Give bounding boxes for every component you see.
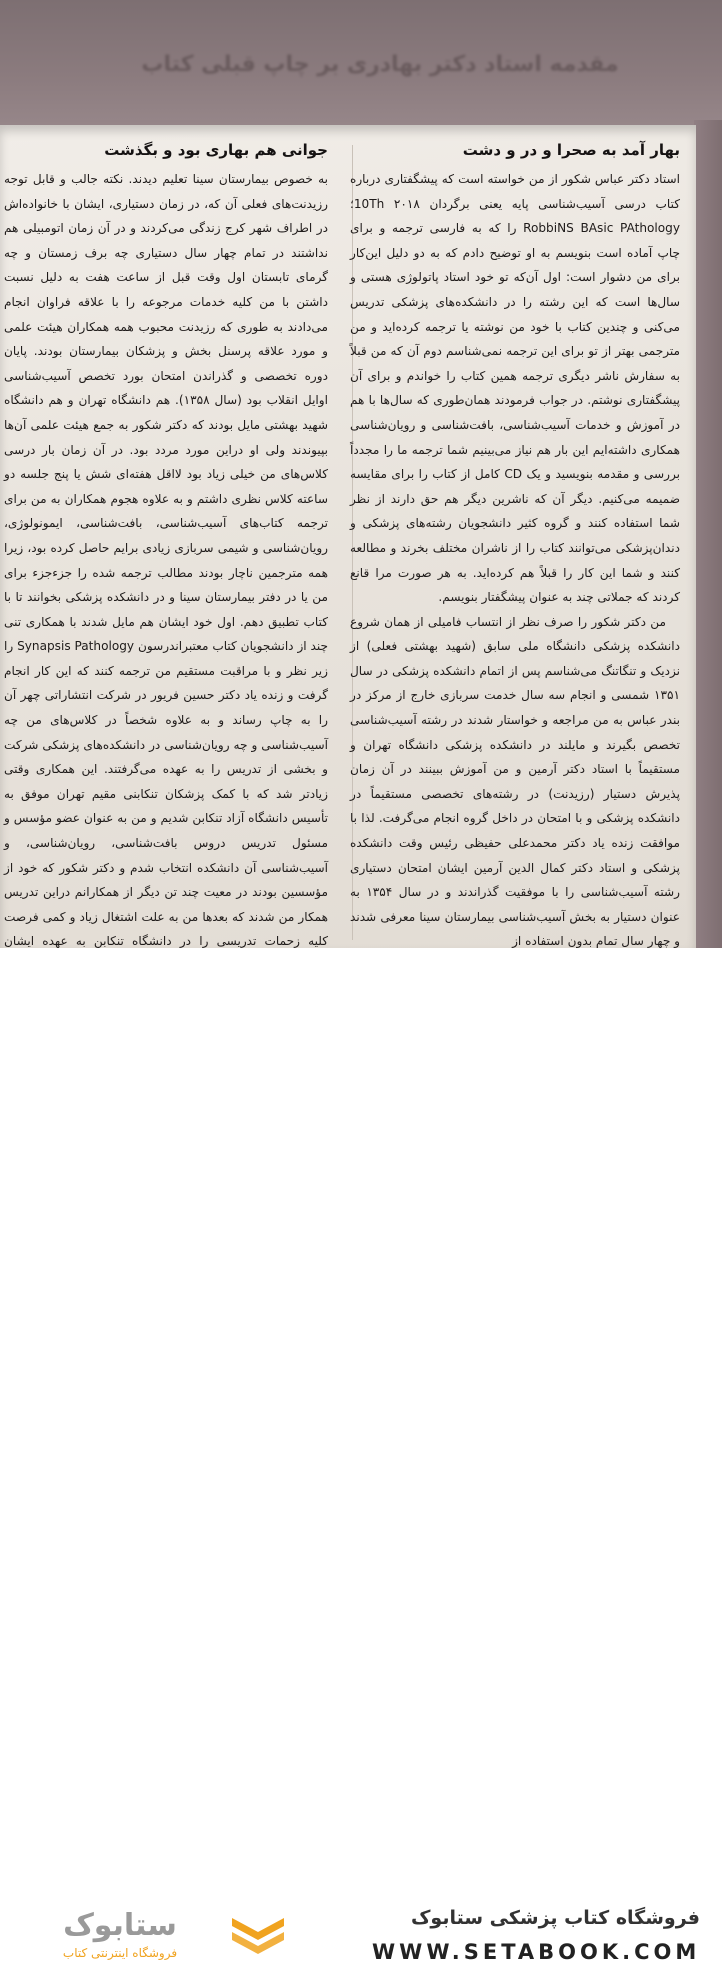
watermark-footer bbox=[0, 948, 722, 1964]
left-column-heading: جوانی هم بهاری بود و بگذشت bbox=[104, 141, 328, 159]
store-url-link[interactable]: WWW.SETABOOK.COM bbox=[372, 1940, 701, 1964]
left-paragraph-1: به خصوص بیمارستان سینا تعلیم دیدند. نکته جالب و قابل توجه رزیدنت‌های فعلی آن که، در زمان دستیاری، ایشان با خانواده‌اش در اطراف شهر کرج زندگی می‌کردند و در آن زمان اتومبیلی هم نداشتند در تمام چهار سال دستیاری چه برف زمستان و چه گرمای تابستان اول وقت قبل از ساعت هفت به دلیل نسبت داشتن با من کلیه خدمات مرجوعه را با علاقه فراوان انجام می‌دادند به طوری که رزیدنت محبوب همه همکاران هیئت علمی و مورد علاقه پرسنل بخش و پزشکان بیمارستان بودند. پایان دوره تخصصی و گذراندن امتحان بورد تخصص آسیب‌شناسی اوایل انقلاب بود (سال ۱۳۵۸). هم دانشگاه تهران و هم دانشگاه شهید بهشتی مایل بودند که دکتر شکور به جمع هیئت علمی آن‌ها بپیوندند ولی او دراین مورد مردد بود. در آن زمان بار درسی کلاس‌های من خیلی زیاد بود لااقل هفته‌ای شش یا پنج جلسه دو ساعته کلاس نظری داشتم و به علاوه هجوم همکاران به من برای ترجمه کتاب‌های آسیب‌شناسی، بافت‌شناسی، ایمونولوژی، رویان‌شناسی و شیمی سربازی زیادی برایم حاصل کرده بود، زیرا همه مترجمین ناچار بودند مطالب ترجمه شده را جزءجزء برای من یا در دفتر بیمارستان سینا و در دانشکده پزشکی بخوانند تا با کتاب تطبیق دهم. اول خود ایشان هم مایل شدند با همکاری تنی چند از دانشجویان کتاب معتبراندرسون Synapsis Pathology را زیر نظر و با مراقبت مستقیم من ترجمه کنند که این کار انجام گرفت و زنده یاد دکتر حسین فریور در شرکت انتشاراتی چهر آن را به چاپ رساند و به علاوه شخصاً در کلاس‌های من چه آسیب‌شناسی و چه رویان‌شناسی در دانشکده‌های پزشکی شرکت و بخشی از تدریس را به عهده می‌گرفتند. این همکاری وقتی زیادتر شد که با کمک پزشکان تنکابنی مقیم تهران موفق به تأسیس دانشگاه آزاد تنکابن شدیم و من به عنوان عضو مؤسس و مسئول تدریس دروس بافت‌شناسی، رویان‌شناسی، و آسیب‌شناسی آن دانشکده انتخاب شدم و دکتر شکور که خود از مؤسسین بودند در معیت چند تن دیگر از همکارانم دراین تدریس همکار من شدند که بعدها من به علت اشتغال زیاد و کمی فرصت کلیه زحمات تدریسی را در دانشگاه تنکابن به عهده ایشان bbox=[4, 172, 329, 949]
left-column bbox=[4, 139, 328, 979]
book-page-photo bbox=[0, 0, 722, 948]
setabook-logo-subtitle: فروشگاه اینترنتی کتاب bbox=[62, 1946, 178, 1960]
faded-page-header: مقدمه استاد دکتر بهادری بر چاپ قبلی کتاب bbox=[141, 52, 619, 77]
page-paper bbox=[0, 125, 696, 948]
right-paragraph-2: من دکتر شکور را صرف نظر از انتساب فامیلی از همان شروع دانشکده پزشکی دانشگاه ملی سابق (شهید بهشتی فعلی) از نزدیک و تنگاتنگ می‌شناسم پس از اتمام دانشکده پزشکی در سال ۱۳۵۱ شمسی و انجام سه سال خدمت سربازی خارج از مرکز در بندر عباس به من مراجعه و خواستار شدند در رشته آسیب‌شناسی تخصص بگیرند و مایلند در دانشکده پزشکی دانشگاه تهران و مستقیماً با استاد دکتر آرمین و من آموزش ببینند در آن زمان پذیرش دستیار (رزیدنت) در رشته‌های تخصصی مستقیماً در دانشکده پزشکی و با امتحان در داخل گروه انجام می‌گرفت. لذا با موافقت زنده یاد دکتر محمدعلی حفیظی رئیس وقت دانشکده پزشکی و استاد دکتر کمال الدین آرمین ایشان امتحان دستیاری رشته آسیب‌شناسی را با موفقیت گذراندند و در سال ۱۳۵۴ به عنوان دستیار به بخش آسیب‌شناسی بیمارستان سینا معرفی شدند و چهار سال تمام بدون استفاده از bbox=[350, 614, 680, 949]
right-paragraph-1: استاد دکتر عباس شکور از من خواسته است که پیشگفتاری درباره کتاب درسی آسیب‌شناسی پایه یعنی برگردان ۲۰۱۸ 10Th؛ RobbiNS BAsic PAthology را که به فارسی ترجمه و برای چاپ آماده است بنویسم به او توضیح دادم که به دو دلیل این‌کار برای من دشوار است: اول آن‌که تو خود استاد پاتولوژی هستی و سال‌ها است که این رشته را در دانشکده‌های پزشکی تدریس می‌کنی و چندین کتاب با خود من نوشته یا ترجمه کرده‌اید و من مترجمی بهتر از تو برای این ترجمه نمی‌شناسم دوم آن که من قبلاً به سفارش ناشر دیگری ترجمه همین کتاب را خواندم و برای آن پیشگفتاری نوشتم. در جواب فرمودند همان‌طوری که سال‌ها با هم در آموزش و خدمات آسیب‌شناسی، بافت‌شناسی و رویان‌شناسی همکاری داشته‌ایم این بار هم نیاز می‌بینیم شما ترجمه ما را مجدداً بررسی و مقدمه بنویسید و یک CD کامل از کتاب را برای مقایسه ضمیمه می‌کنیم. دیگر آن که ناشرین دیگر هم حق دارند از نظر شما استفاده کنند و گروه کثیر دانشجویان رشته‌های پزشکی و دندان‌پزشکی می‌توانند کتاب را از ناشران مختلف بخرند و مطالعه کنند و شما این کار را قبلاً هم کرده‌اید. به هر صورت مرا قانع کردند که جملاتی چند به عنوان پیشگفتار بنویسم. bbox=[350, 172, 680, 605]
previous-page-strip bbox=[0, 0, 722, 125]
right-column-heading: بهار آمد به صحرا و در و دشت bbox=[462, 141, 680, 159]
store-name: فروشگاه کتاب پزشکی ستابوک bbox=[410, 1907, 700, 1929]
chevron-logo-icon bbox=[230, 1914, 286, 1958]
right-column bbox=[350, 139, 680, 954]
setabook-logo-text: ستابوک bbox=[63, 1908, 177, 1943]
page-edge-shadow bbox=[694, 120, 722, 950]
